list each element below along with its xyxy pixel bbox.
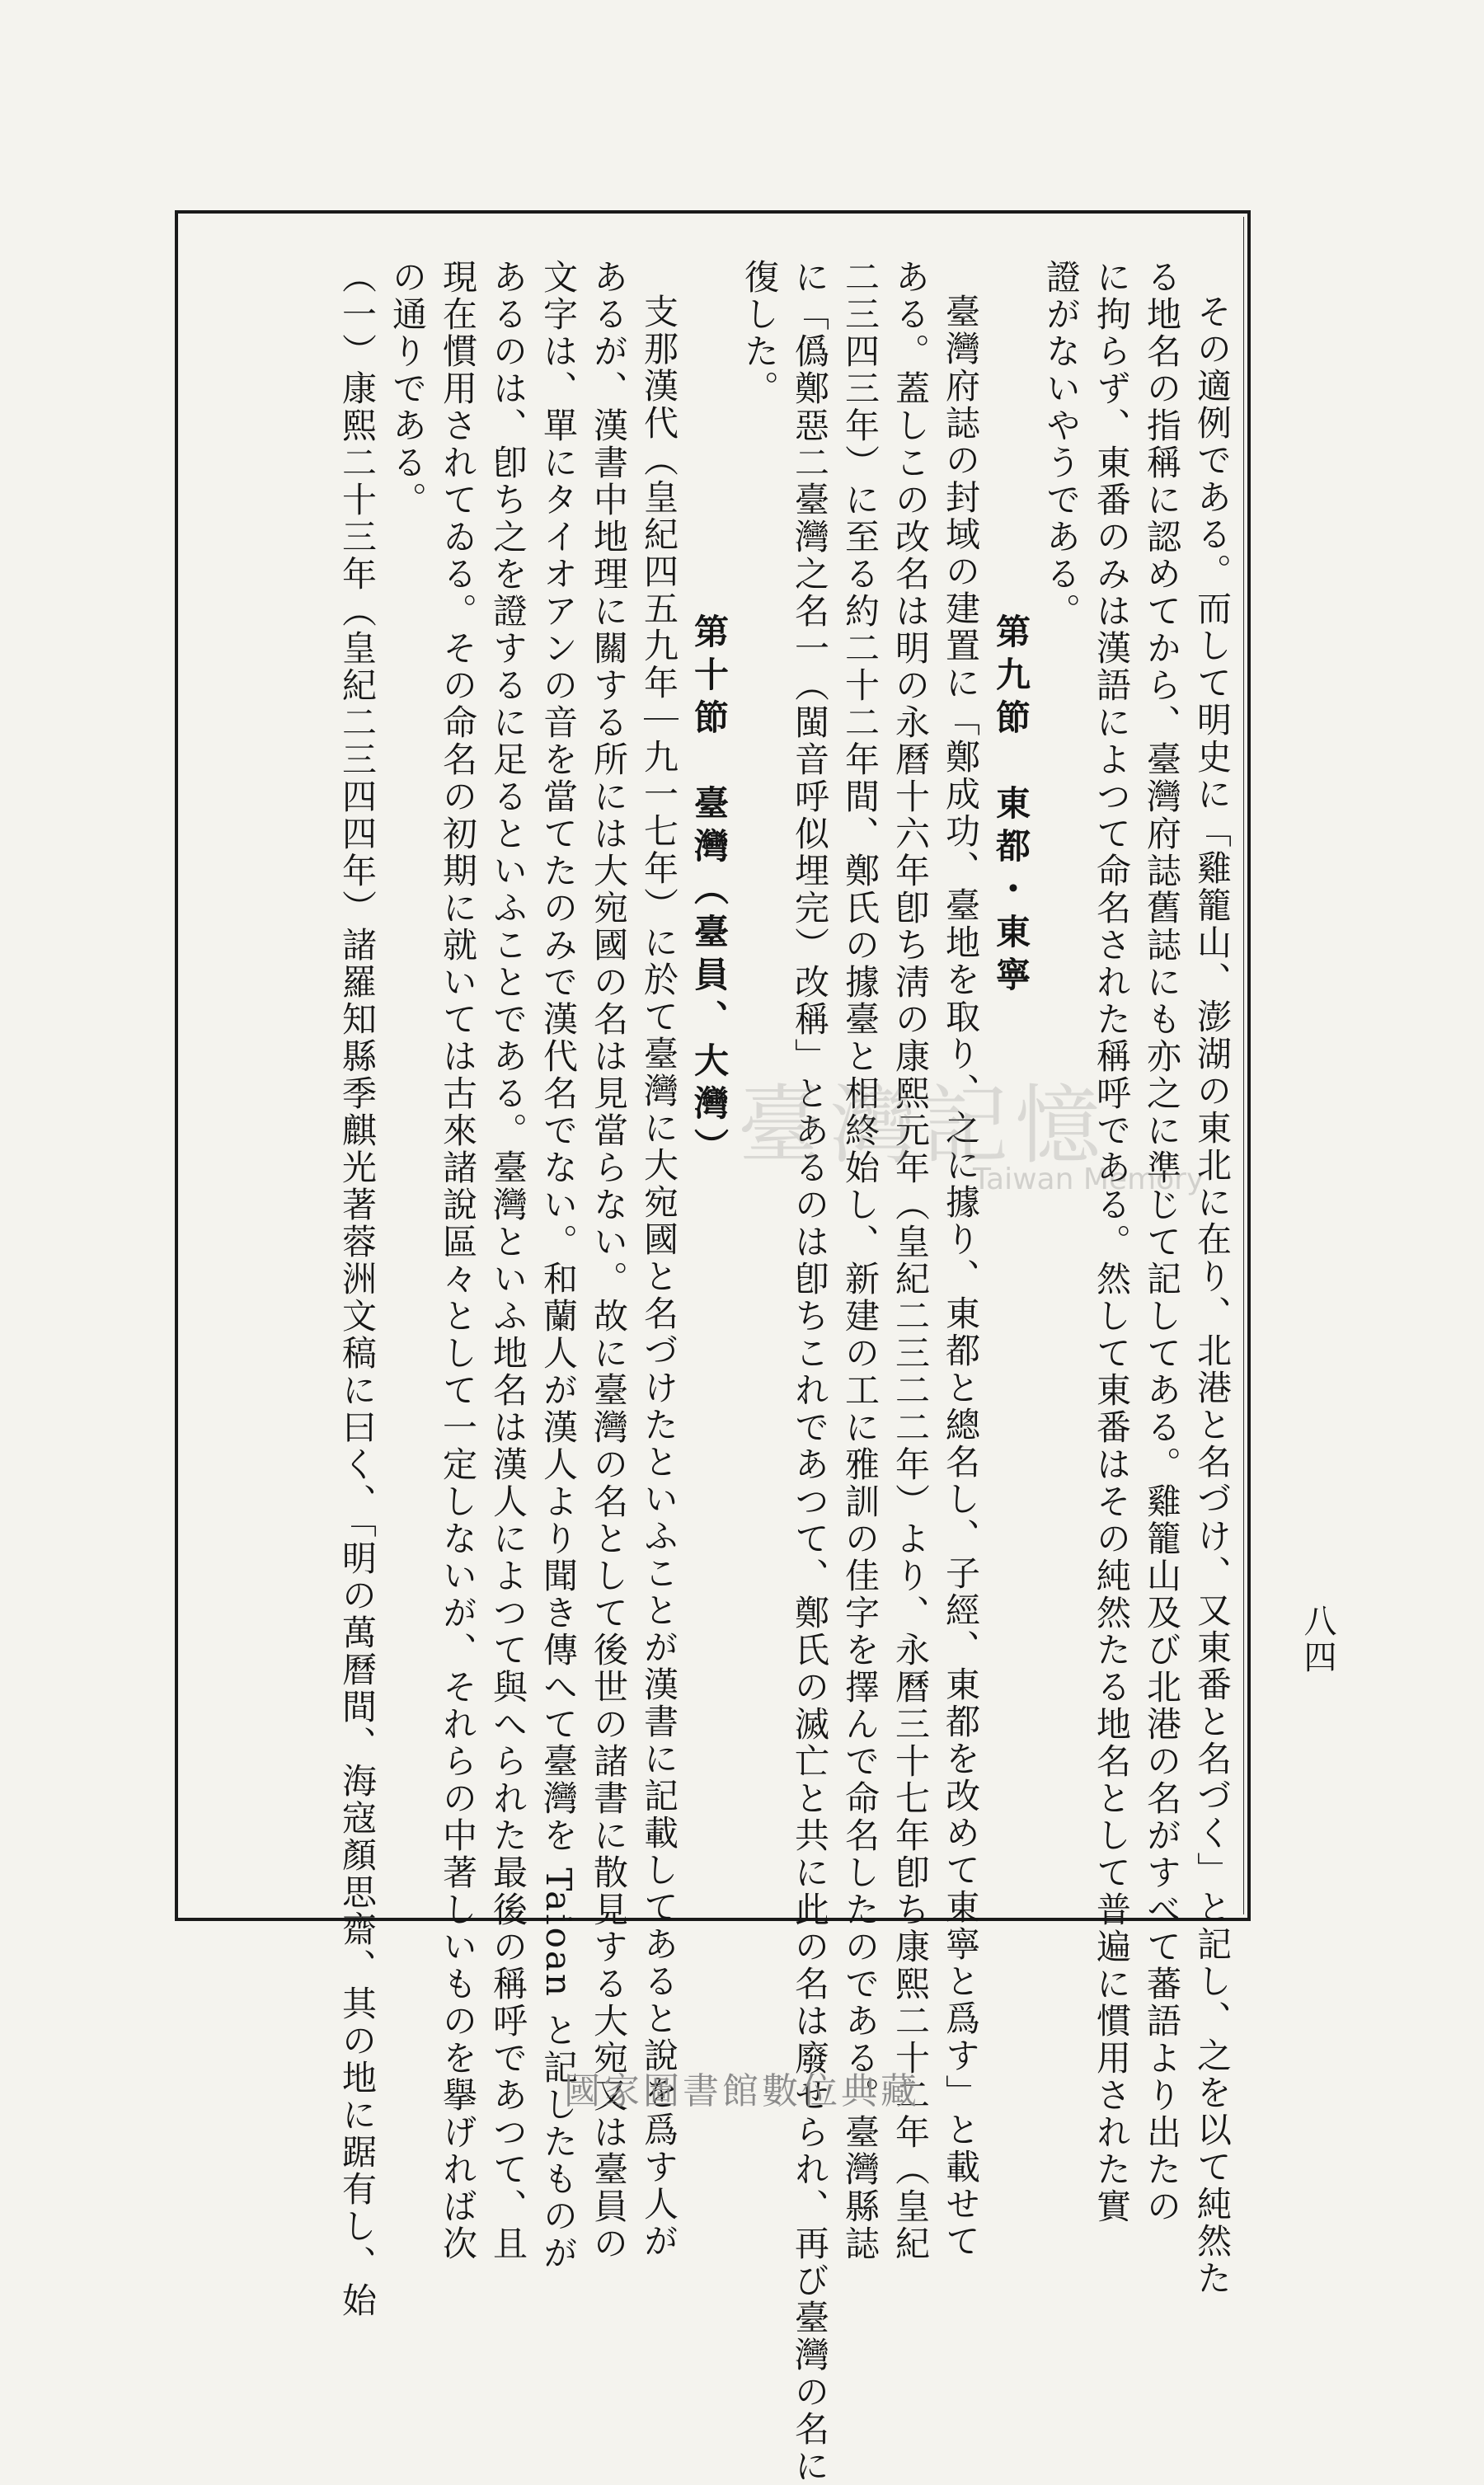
body-line-7: 二三四三年）に至る約二十二年間、鄭氏の據臺と相終始し、新建の工に雅訓の佳字を擇んで命名したのである。臺灣縣誌: [840, 259, 881, 2262]
body-line-9: 復した。: [740, 259, 780, 407]
body-line-12: 文字は、單にタイオアンの音を當てたのみで漢代名でない。和蘭人が漢人より聞き傳へて臺灣を Taioan と記したものが: [538, 259, 579, 2272]
body-line-15: の通りである。: [387, 259, 428, 519]
footer-library-credit: 國家圖書館數位典藏: [564, 2070, 920, 2112]
body-line-13: あるのは、卽ち之を證するに足るといふことである。臺灣といふ地名は漢人によつて與へられた最後の稱呼であつて、且: [488, 259, 528, 2262]
body-line-10: 支那漢代（皇紀四五九年｜九一七年）に於て臺灣に大宛國と名づけたといふことが漢書に記載してあると說を爲す人が: [639, 294, 679, 2260]
body-line-8: に「僞鄭惡二臺灣之名一（閩音呼似埋完）改稱」とあるのは卽ちこれであつて、鄭氏の滅亡と共に此の名は廢せられ、再び臺灣の名に: [790, 259, 830, 2485]
body-line-5: 臺灣府誌の封域の建置に「鄭成功、臺地を取り、之に據り、東都と總名し、子經、東都を改めて東寧と爲す」と載せて: [941, 294, 981, 2260]
body-line-3: に拘らず、東番のみは漢語によつて命名された稱呼である。然して東番はその純然たる地名として普遍に慣用された實: [1092, 259, 1132, 2225]
body-line-6: ある。蓋しこの改名は明の永曆十六年卽ち淸の康熙元年（皇紀二三二二年）より、永曆三十七年卽ち康熙二十二年（皇紀: [890, 259, 931, 2262]
body-line-16: （一）康熙二十三年（皇紀二三四四年）諸羅知縣季麒光著蓉洲文稿に曰く、「明の萬曆間、海寇顏思齋、其の地に踞有し、始: [337, 259, 378, 2319]
section-heading-10: 第十節 臺灣（臺員、大灣）: [689, 613, 730, 1171]
watermark-chinese: 臺灣記憶: [738, 1075, 1108, 1176]
body-line-2: る地名の指稱に認めてから、臺灣府誌舊誌にも亦之に準じて記してある。雞籠山及び北港の名がすべて蕃語より出たの: [1142, 259, 1182, 2225]
page-number: 八四: [1298, 1604, 1336, 1676]
body-line-11: あるが、漢書中地理に關する所には大宛國の名は見當らない。故に臺灣の名として後世の諸書に散見する大宛又は臺員の: [589, 259, 629, 2262]
body-line-14: 現在慣用されてゐる。その命名の初期に就いては古來諸說區々として一定しないが、それらの中著しいものを擧げれば次: [438, 259, 478, 2262]
body-line-4: 證がないやうである。: [1041, 259, 1082, 630]
watermark-english: Taiwan Memory: [973, 1163, 1205, 1196]
section-heading-9: 第九節 東都・東寧: [991, 613, 1031, 999]
body-line-1: その適例である。而して明史に「雞籠山、澎湖の東北に在り、北港と名づけ、又東番と名づく」と記し、之を以て純然た: [1192, 294, 1233, 2297]
